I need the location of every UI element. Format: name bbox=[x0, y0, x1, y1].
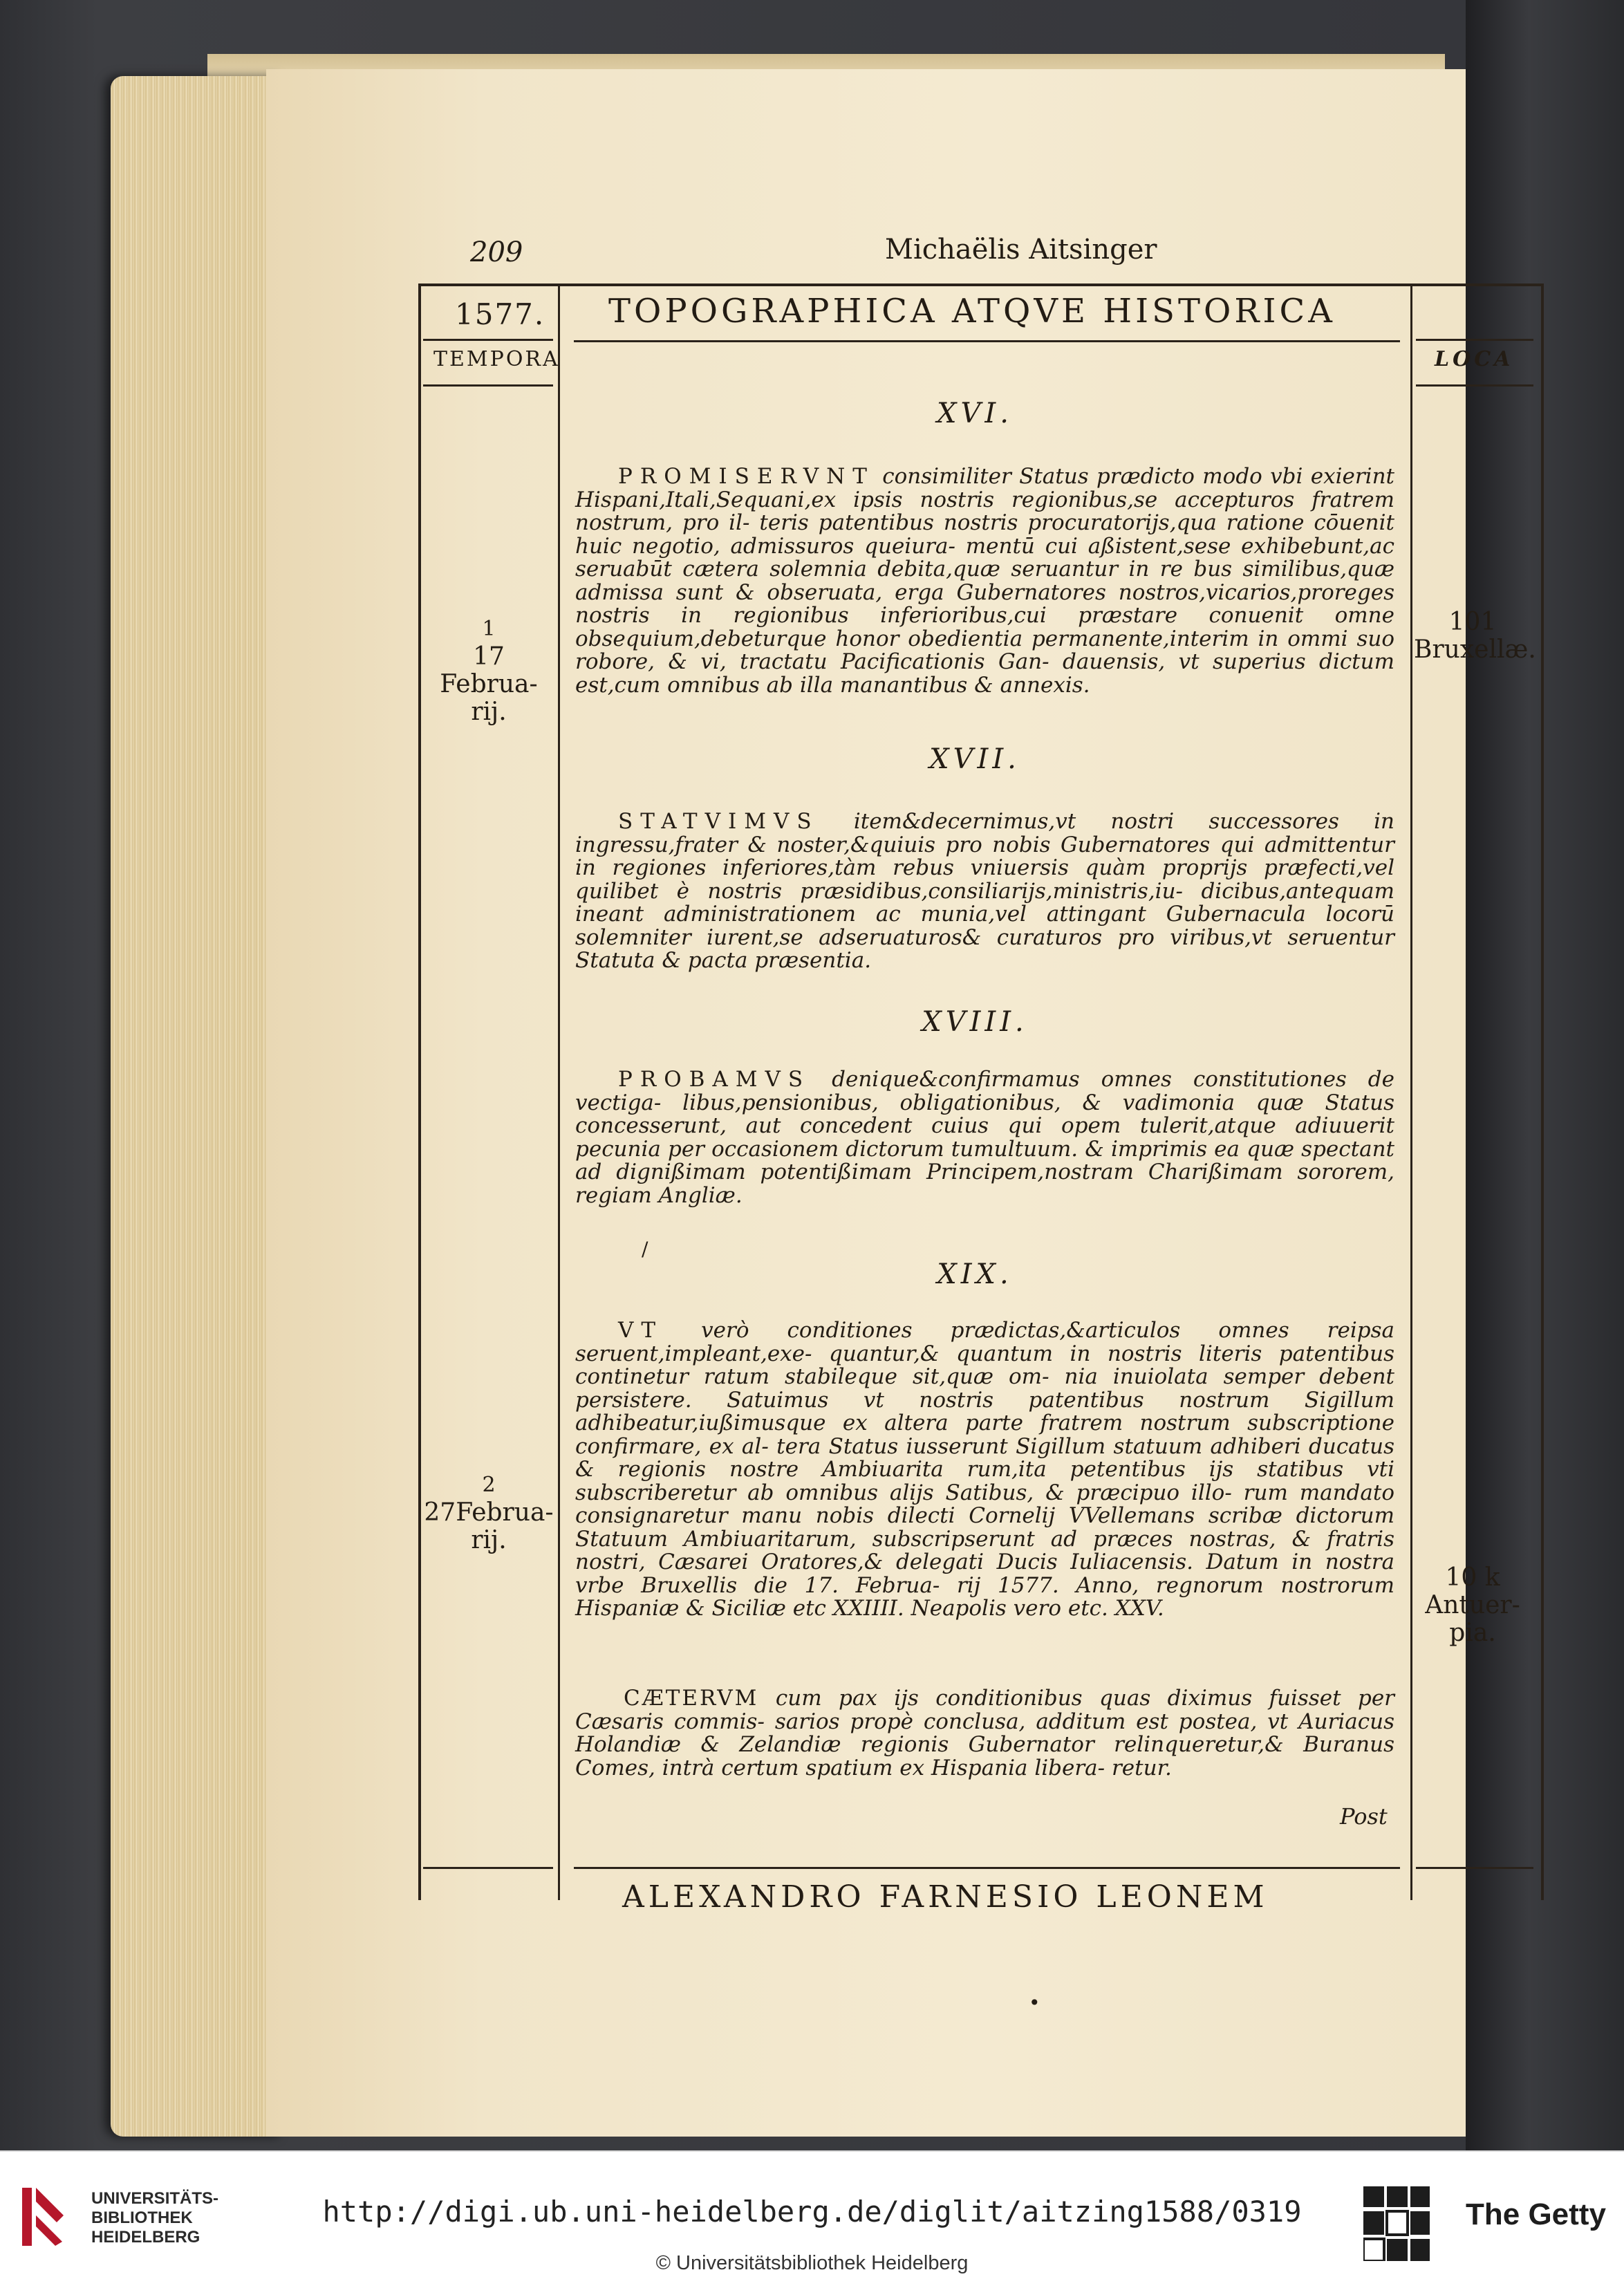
section-lead-word: STATVIMVS bbox=[618, 809, 819, 834]
margin-date-number: 2 bbox=[482, 1473, 496, 1497]
rule-loca-top bbox=[1416, 339, 1533, 341]
rule-title-under bbox=[574, 340, 1400, 342]
section-number-xvi: XVI. bbox=[937, 398, 1013, 429]
section-number-xviii: XVIII. bbox=[922, 1006, 1028, 1038]
section-lead-word: PROBAMVS bbox=[618, 1067, 811, 1092]
copyright-notice: © Universitätsbibliothek Heidelberg bbox=[655, 2252, 969, 2274]
rule-loca-bottom bbox=[1416, 384, 1533, 387]
page-number: 209 bbox=[470, 236, 523, 268]
margin-date-number: 1 bbox=[482, 617, 496, 641]
margin-place-line: Antuer- bbox=[1425, 1591, 1520, 1619]
table-title: TOPOGRAPHICA ATQVE HISTORICA bbox=[608, 292, 1336, 331]
margin-date-line: rij. bbox=[471, 698, 507, 726]
library-name-line: UNIVERSITÄTS- bbox=[91, 2189, 219, 2208]
margin-date-line: 17 Februa- bbox=[440, 642, 538, 698]
page-stack-left bbox=[111, 76, 283, 2137]
library-name-line: BIBLIOTHEK bbox=[91, 2208, 193, 2227]
rule-tempora-bottom bbox=[423, 384, 553, 387]
running-head: Michaëlis Aitsinger bbox=[885, 234, 1157, 266]
margin-place-line: pia. bbox=[1449, 1619, 1496, 1647]
margin-place-1 bbox=[1414, 608, 1536, 664]
section-number-xix: XIX. bbox=[937, 1258, 1013, 1290]
margin-place-line: 10 k bbox=[1445, 1563, 1500, 1592]
margin-place-line: Bruxellæ. bbox=[1414, 635, 1536, 664]
margin-date-2 bbox=[423, 1471, 554, 1554]
section-text: cum pax ijs conditionibus quas diximus fuisset per Cæsaris commis- sarios propè conclusa, additum est postea, vt Auriacus Holandiæ & Zelandiæ regionis Gubernator relinqueretur,& Buranus Comes, intrà certum spatium ex Hispania libera- retur. bbox=[575, 1686, 1394, 1780]
rule-right-inner bbox=[1410, 283, 1412, 1900]
column-label-tempora: TEMPORA bbox=[433, 347, 560, 371]
margin-date-line: 27Februa- bbox=[424, 1498, 554, 1527]
margin-place-2 bbox=[1414, 1564, 1531, 1647]
margin-place-line: 101 bbox=[1448, 608, 1497, 636]
section-text: item&decernimus,vt nostri successores in ingressu,frater & noster,&quiuis pro nobis Gubernatores qui admittentur in regiones inferiores,tàm rebus vniuersis quàm proprijs præfecti,vel quilibet è nostris præsidibus,consiliarijs,ministris,iu- dicibus,antequam ineant administrationem ac munia,vel attingant Gubernacula locorū solemniter iurent,se adseruaturos& curaturos pro viribus,vt seruentur Statuta & pacta præsentia. bbox=[575, 809, 1394, 973]
footer-title: ALEXANDRO FARNESIO LEONEM bbox=[622, 1879, 1269, 1915]
closing-paragraph bbox=[575, 1687, 1394, 1780]
margin-date-line: rij. bbox=[471, 1526, 507, 1554]
section-paragraph-xvii bbox=[575, 810, 1394, 973]
getty-name: The Getty bbox=[1466, 2197, 1606, 2231]
margin-date-1 bbox=[423, 615, 554, 726]
section-lead-word: CÆTERVM bbox=[624, 1686, 759, 1711]
getty-logo-icon bbox=[1363, 2186, 1430, 2261]
section-number-xvii: XVII. bbox=[929, 743, 1020, 775]
library-name-line: HEIDELBERG bbox=[91, 2228, 200, 2247]
section-text: consimiliter Status prædicto modo vbi exierint Hispani,Itali,Sequani,ex ipsis nostris regionibus,se accepturos fratrem nostrum, pro il- teris patentibus nostris procuratorijs,qua ratione cōuenit huic negotio, admissuros queiura- mentū cui aßistent,sese exhibebunt,ac seruabūt cætera solemnia debita,quæ seruantur in re bus similibus,quæ admissa sunt & obseruata, erga Gubernatores nostros,vicarios,proreges nostris in regionibus inferioribus,cui præstare conuenit omne obsequium,debeturque honor obedientia permanente,interim in ommi suo robore, & vi, tractatu Pacificationis Gan- dauensis, vt superius dictum est,cum omnibus ab illa manantibus & annexis. bbox=[575, 464, 1394, 698]
section-lead-word: PROMISERVNT bbox=[618, 464, 875, 489]
catchword: Post bbox=[1340, 1803, 1388, 1830]
ink-mark: • bbox=[1029, 1991, 1040, 2014]
permalink-url[interactable]: http://digi.ub.uni-heidelberg.de/diglit/aitzing1588/0319 bbox=[322, 2195, 1302, 2229]
rule-bottom-right bbox=[1416, 1867, 1533, 1869]
rule-top bbox=[418, 283, 1541, 286]
table-year: 1577. bbox=[455, 297, 545, 331]
ink-mark: / bbox=[642, 1238, 648, 1261]
section-paragraph-xviii bbox=[575, 1068, 1394, 1207]
viewer-banner bbox=[0, 2150, 1624, 2288]
section-paragraph-xix bbox=[575, 1319, 1394, 1621]
section-lead-word: VT bbox=[618, 1318, 664, 1343]
rule-left-inner bbox=[558, 283, 560, 1900]
column-label-loca: LOCA bbox=[1435, 347, 1514, 371]
rule-bottom-left bbox=[423, 1867, 553, 1869]
rule-tempora-top bbox=[423, 339, 553, 341]
section-text: verò conditiones prædictas,&articulos omnes reipsa seruent,impleant,exe- quantur,& quantum in nostris literis patentibus continetur ratum stabileque sit,quæ om- nia inuiolata semper debent persistere. Satuimus vt nostris patentibus nostrum Sigillum adhibeatur,iußimusque ex altera parte fratrem nostrum subscriptione confirmare, ex al- tera Status iusserunt Sigillum statuum adhiberi ducatus & regionis nostre Ambiuarita rum,ita petentibus ijs statibus vti subscriberetur ab omnibus alijs Satibus, & præcipuo illo- rum mandato consignaretur manu nobis dilecti Cornelij VVellemans scribæ dictorum Statuum Ambiuaritarum, subscripserunt ad præces nostras, & fratris nostri, Cæsarei Oratores,& delegati Ducis Iuliacensis. Datum in nostra vrbe Bruxellis die 17. Februa- rij 1577. Anno, regnorum nostrorum Hispaniæ & Siciliæ etc XXIIII. Neapolis vero etc. XXV. bbox=[575, 1318, 1395, 1621]
section-text: denique&confirmamus omnes constitutiones de vectiga- libus,pensionibus, obligationibus, & vadimonia quæ Status concesserunt, aut concedent cuius qui opem tulerit,atque adiuuerit pecunia per occasionem dictorum tumultuum. & imprimis ea quæ spectant ad dignißimam potentißimam Principem,nostram Charißimam sororem, regiam Angliæ. bbox=[575, 1067, 1394, 1208]
section-paragraph-xvi bbox=[575, 465, 1394, 697]
rule-bottom-main bbox=[574, 1867, 1400, 1869]
